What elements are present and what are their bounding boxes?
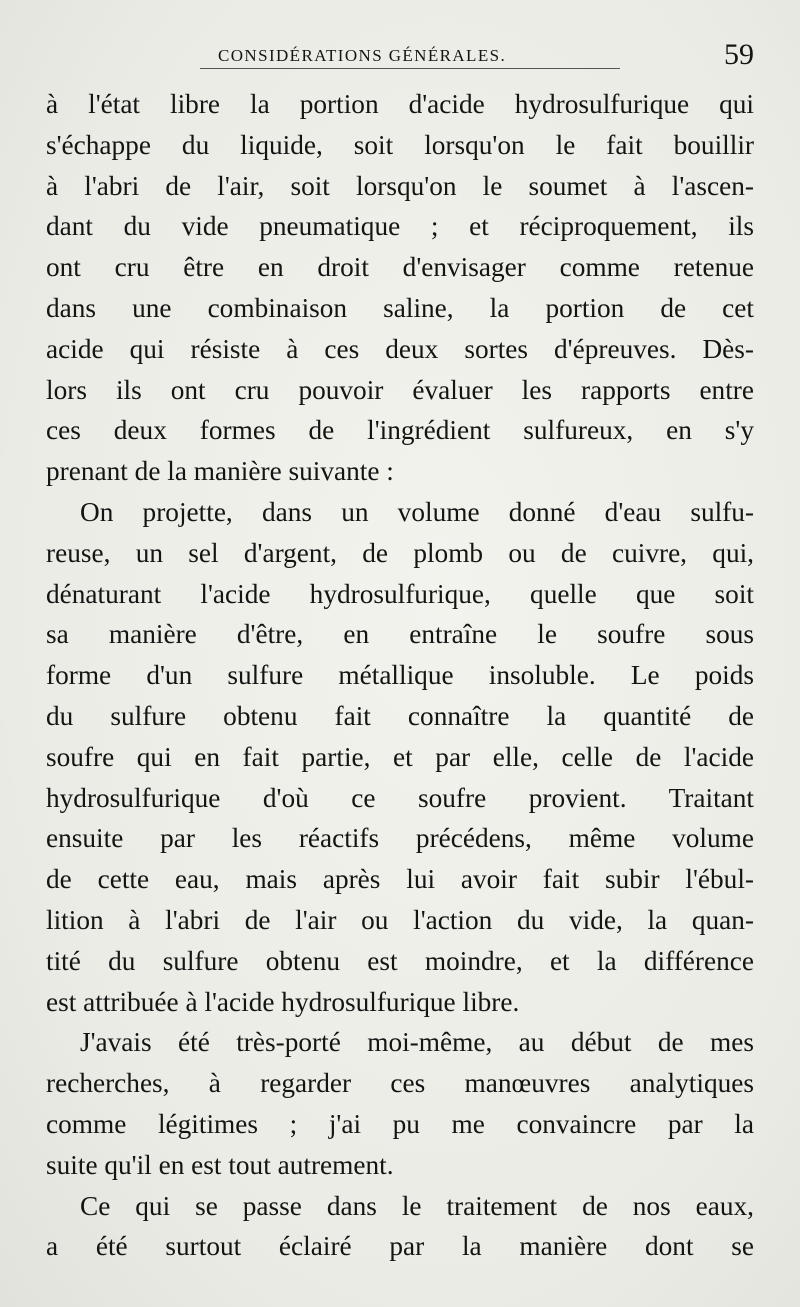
body-text: [46, 84, 754, 1267]
page-number: 59: [724, 38, 754, 71]
text-line: On projette, dans un volume donné d'eau sulfu-: [80, 496, 754, 527]
text-line: prenant de la manière suivante :: [46, 456, 394, 487]
text-line: du sulfure obtenu fait connaître la quantité de: [46, 700, 754, 731]
running-head-rule: [200, 68, 620, 69]
text-line: a été surtout éclairé par la manière dont se: [46, 1231, 754, 1262]
text-line: ensuite par les réactifs précédens, même volume: [46, 823, 754, 854]
paragraph-2: [46, 492, 754, 1022]
text-line: forme d'un sulfure métallique insoluble. Le poids: [46, 660, 754, 691]
text-line: est attribuée à l'acide hydrosulfurique libre.: [46, 986, 520, 1017]
text-line: Ce qui se passe dans le traitement de nos eaux,: [80, 1190, 754, 1221]
text-line: dans une combinaison saline, la portion de cet: [46, 292, 754, 323]
text-line: s'échappe du liquide, soit lorsqu'on le fait bouillir: [46, 129, 754, 160]
paragraph-3: [46, 1022, 754, 1185]
text-line: lition à l'abri de l'air ou l'action du vide, la quan-: [46, 904, 754, 935]
text-line: sa manière d'être, en entraîne le soufre sous: [46, 619, 754, 650]
paragraph-4: [46, 1186, 754, 1268]
text-line: ont cru être en droit d'envisager comme retenue: [46, 252, 754, 283]
text-line: comme légitimes ; j'ai pu me convaincre par la: [46, 1108, 754, 1139]
text-line: suite qu'il en est tout autrement.: [46, 1149, 394, 1180]
running-head: [0, 40, 800, 80]
text-line: acide qui résiste à ces deux sortes d'épreuves. Dès-: [46, 333, 754, 364]
text-line: ces deux formes de l'ingrédient sulfureux, en s'y: [46, 415, 754, 446]
running-head-title: CONSIDÉRATIONS GÉNÉRALES.: [218, 46, 507, 65]
text-line: à l'abri de l'air, soit lorsqu'on le soumet à l'ascen-: [46, 170, 754, 201]
text-line: tité du sulfure obtenu est moindre, et la différence: [46, 945, 754, 976]
text-line: hydrosulfurique d'où ce soufre provient. Traitant: [46, 782, 754, 813]
text-line: de cette eau, mais après lui avoir fait subir l'ébul-: [46, 864, 754, 895]
text-line: recherches, à regarder ces manœuvres analytiques: [46, 1068, 754, 1099]
paragraph-1: [46, 84, 754, 492]
text-line: reuse, un sel d'argent, de plomb ou de cuivre, qui,: [46, 537, 754, 568]
text-line: dénaturant l'acide hydrosulfurique, quelle que soit: [46, 578, 754, 609]
text-line: J'avais été très-porté moi-même, au début de mes: [80, 1027, 754, 1058]
text-line: soufre qui en fait partie, et par elle, celle de l'acide: [46, 741, 754, 772]
text-line: dant du vide pneumatique ; et réciproquement, ils: [46, 211, 754, 242]
text-line: à l'état libre la portion d'acide hydrosulfurique qui: [46, 89, 754, 119]
text-line: lors ils ont cru pouvoir évaluer les rapports entre: [46, 374, 754, 405]
